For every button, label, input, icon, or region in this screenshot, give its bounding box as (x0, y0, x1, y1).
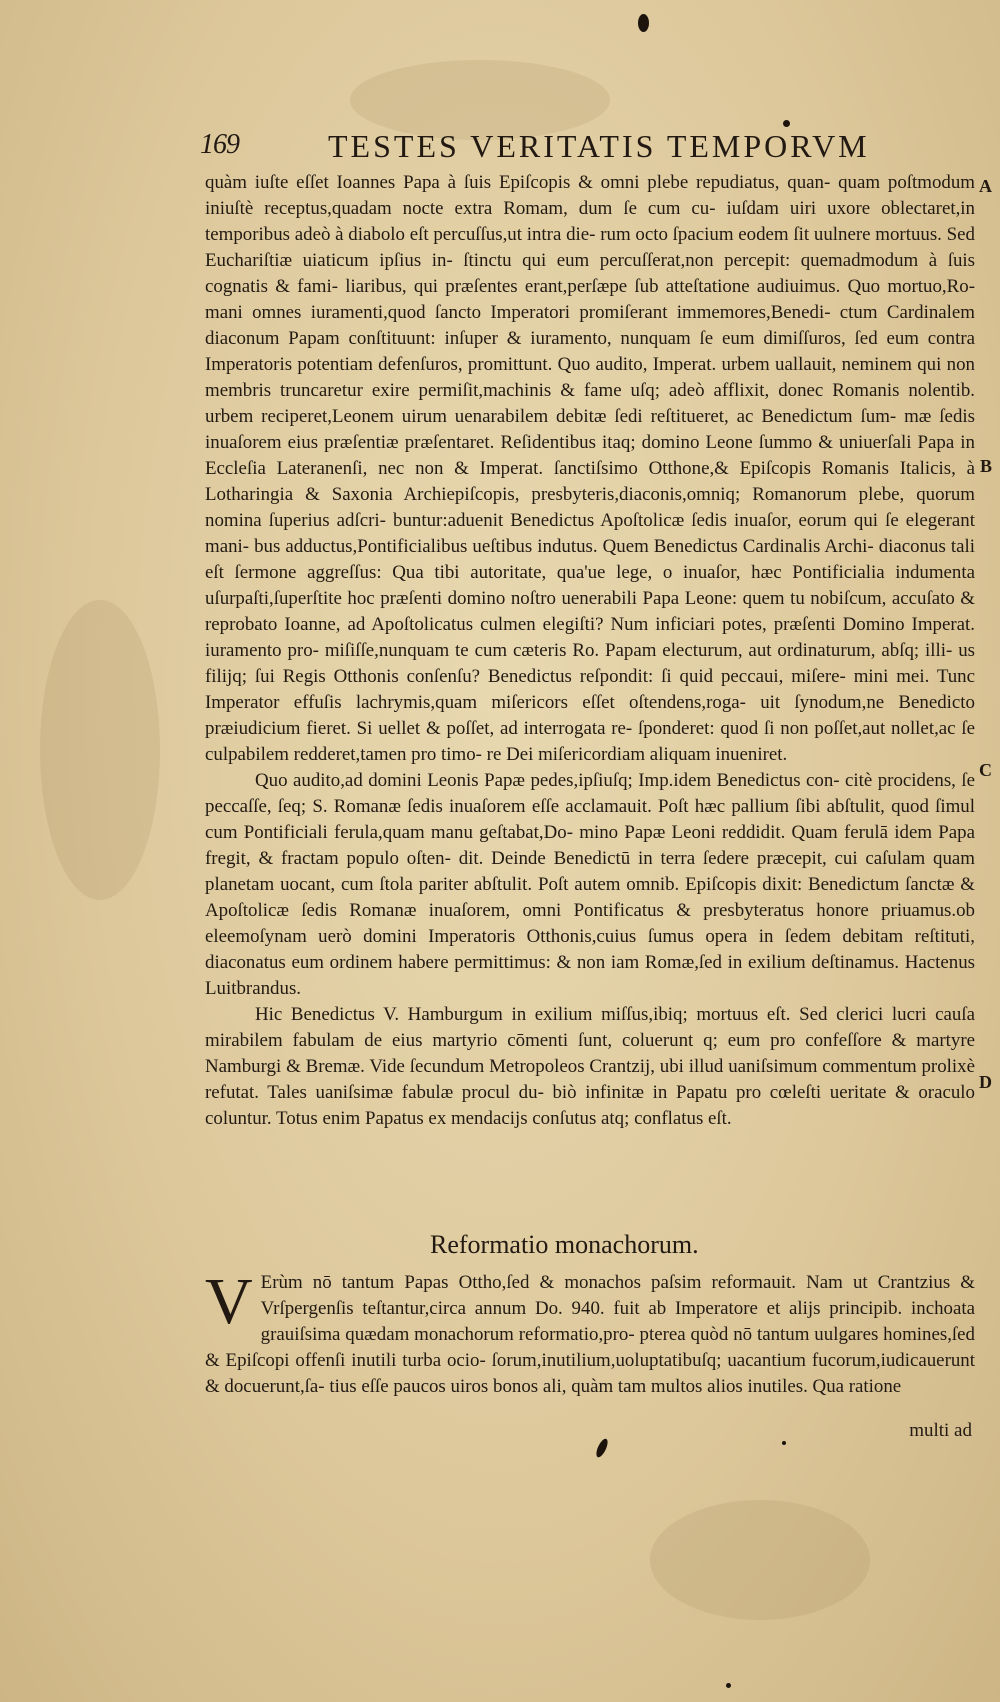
margin-letter-a: A (979, 176, 992, 196)
ink-blot (638, 14, 649, 32)
paragraph-1: quàm iuſte eſſet Ioannes Papa à ſuis Epiſcopis & omni plebe repudiatus, quan- quam poſtmodum iniuſtè receptus,quadam nocte extra Romam, dum ſe cum cu- iuſdam uiri uxore oblectaret,in temporibus adeò à diabolo eſt percuſſus,ut intra die- rum octo ſpacium eodem ſit uulnere mortuus. Sed Euchariſtiæ uiaticum ipſius in- ſtinctu qui eum percuſſerat,non percepit: quemadmodum à ſuis cognatis & fami- liaribus, qui præſentes erant,perſæpe ſub atteſtatione audiuimus. Quo mortuo,Ro- mani omnes iuramenti,quod ſancto Imperatori promiſerant immemores,Benedi- ctum Cardinalem diaconum Papam conſtituunt: inſuper & iuramento, nunquam ſe eum dimiſſuros, ſed eum contra Imperatoris potentiam defenſuros, promittunt. Quo audito, Imperat. urbem uallauit, neminem qui non membris truncaretur exire permiſit,machinis & fame uſq; adeò afflixit, donec Romanis nolentib. urbem reciperet,Leonem uirum uenarabilem debitæ ſedi reſtitueret, ac Benedictum ſum- mæ ſedis inuaſorem eius præſentiæ præſentaret. Reſidentibus itaq; domino Leone ſummo & uniuerſali Papa in Eccleſia Lateranenſi, nec non & Imperat. ſanctiſsimo Otthone,& Epiſcopis Romanis Italicis, à Lotharingia & Saxonia Archiepiſcopis, presbyteris,diaconis,omniq; Romanorum plebe, quorum nomina ſuperius adſcri- buntur:aduenit Benedictus Apoſtolicæ ſedis inuaſor, eorum qui ſe elegerant mani- bus adductus,Pontificialibus ueſtibus indutus. Quem Benedictus Cardinalis Archi- diaconus tali eſt ſermone aggreſſus: Qua tibi autoritate, qua'ue lege, o inuaſor, hæc Pontificialia indumenta uſurpaſti,ſuperſtite hoc præſenti domino noſtro uenerabili Papa Leone: quem tu nobiſcum, accuſato & reprobato Ioanne, ad Apoſtolicatus culmen elegiſti? Num inficiari potes, præſenti Domino Imperat. iuramento pro- miſiſſe,nunquam te cum cæteris Ro. Papam electurum, aut ordinaturum, abſq; illi- us filijq; ſui Regis Otthonis conſenſu? Benedictus reſpondit: ſi quid peccaui, miſere- mini mei. Tunc Imperator effuſis lachrymis,quam miſericors eſſet oſtendens,roga- uit ſynodum,ne Benedicto præiudicium fieret. Si uellet & poſſet, ad interrogata re- ſponderet: quod ſi non poſſet,aut nollet,ac ſe culpabilem redderet,tamen pro timo- re Dei miſericordiam aliquam inueniret. (205, 172, 975, 765)
ink-blot (782, 1441, 786, 1445)
page-number: 169 (200, 129, 239, 160)
page-header (200, 128, 880, 168)
margin-letter-d: D (979, 1072, 992, 1092)
paper-stain (40, 600, 160, 900)
ink-blot (726, 1683, 731, 1688)
margin-letter-b: B (979, 456, 992, 476)
paper-stain (650, 1500, 870, 1620)
ink-blot (594, 1437, 610, 1459)
running-title: TESTES VERITATIS TEMPORVM (328, 128, 870, 164)
drop-cap-initial: V (205, 1265, 253, 1338)
paragraph-2: Quo audito,ad domini Leonis Papæ pedes,ipſiuſq; Imp.idem Benedictus con- citè procidens, ſe peccaſſe, ſeq; S. Romanæ ſedis inuaſorem eſſe acclamauit. Poſt hæc pallium ſibi abſtulit, quod ſimul cum Pontificiali ferula,quam manu geſtabat,Do- mino Papæ Leoni reddidit. Quam ferulā idem Papa fregit, & fractam populo oſten- dit. Deinde Benedictū in terra ſedere præcepit, cui caſulam quam planetam uocant, cum ſtola pariter abſtulit. Poſt autem omnib. Epiſcopis dixit: Benedictum ſanctæ & Apoſtolicæ ſedis Romanæ inuaſorem, omni Pontificatus & presbyteratus honore priuamus.ob eleemoſynam uerò domini Imperatoris Otthonis,cuius ſumus opera in ſedem debitam reſtituti, diaconatus eum ordinem habere permittimus: & non iam Romæ,ſed in exilium deſtinamus. Hactenus Luitbrandus. (205, 770, 975, 999)
section-paragraph: Erùm nō tantum Papas Ottho,ſed & monachos paſsim reformauit. Nam ut Crantzius & Vrſpergenſis teſtantur,circa annum Do. 940. fuit ab Imperatore et alijs principib. inchoata grauiſsima quædam monachorum reformatio,pro- pterea quòd nō tantum uulgares homines,ſed & Epiſcopi offenſi inutili turba ocio- ſorum,inutilium,uoluptatibuſq; uacantium fucorum,iudicauerunt & docuerunt,ſa- tius eſſe paucos uiros bonos ali, quàm tam multos alios inutiles. Qua ratione (205, 1272, 975, 1397)
section-text (205, 1265, 975, 1400)
ink-blot (783, 120, 790, 127)
margin-letter-c: C (979, 760, 992, 780)
paragraph-3: Hic Benedictus V. Hamburgum in exilium miſſus,ibiq; mortuus eſt. Sed clerici lucri cauſa mirabilem fabulam de eius martyrio cōmenti ſunt, coluerunt q; eum pro confeſſore & martyre Namburgi & Bremæ. Vide ſecundum Metropoleos Crantzij, ubi illud uaniſsimum commentum prolixè refutat. Tales uaniſsimæ fabulæ procul du- biò infinitæ in Papatu pro cœleſti ueritate & oraculo coluntur. Totus enim Papatus ex mendacijs conſutus atq; conflatus eſt. (205, 1004, 975, 1129)
section-heading: Reformatio monachorum. (430, 1230, 699, 1259)
catchword: multi ad (909, 1420, 972, 1441)
main-text (205, 170, 975, 1132)
